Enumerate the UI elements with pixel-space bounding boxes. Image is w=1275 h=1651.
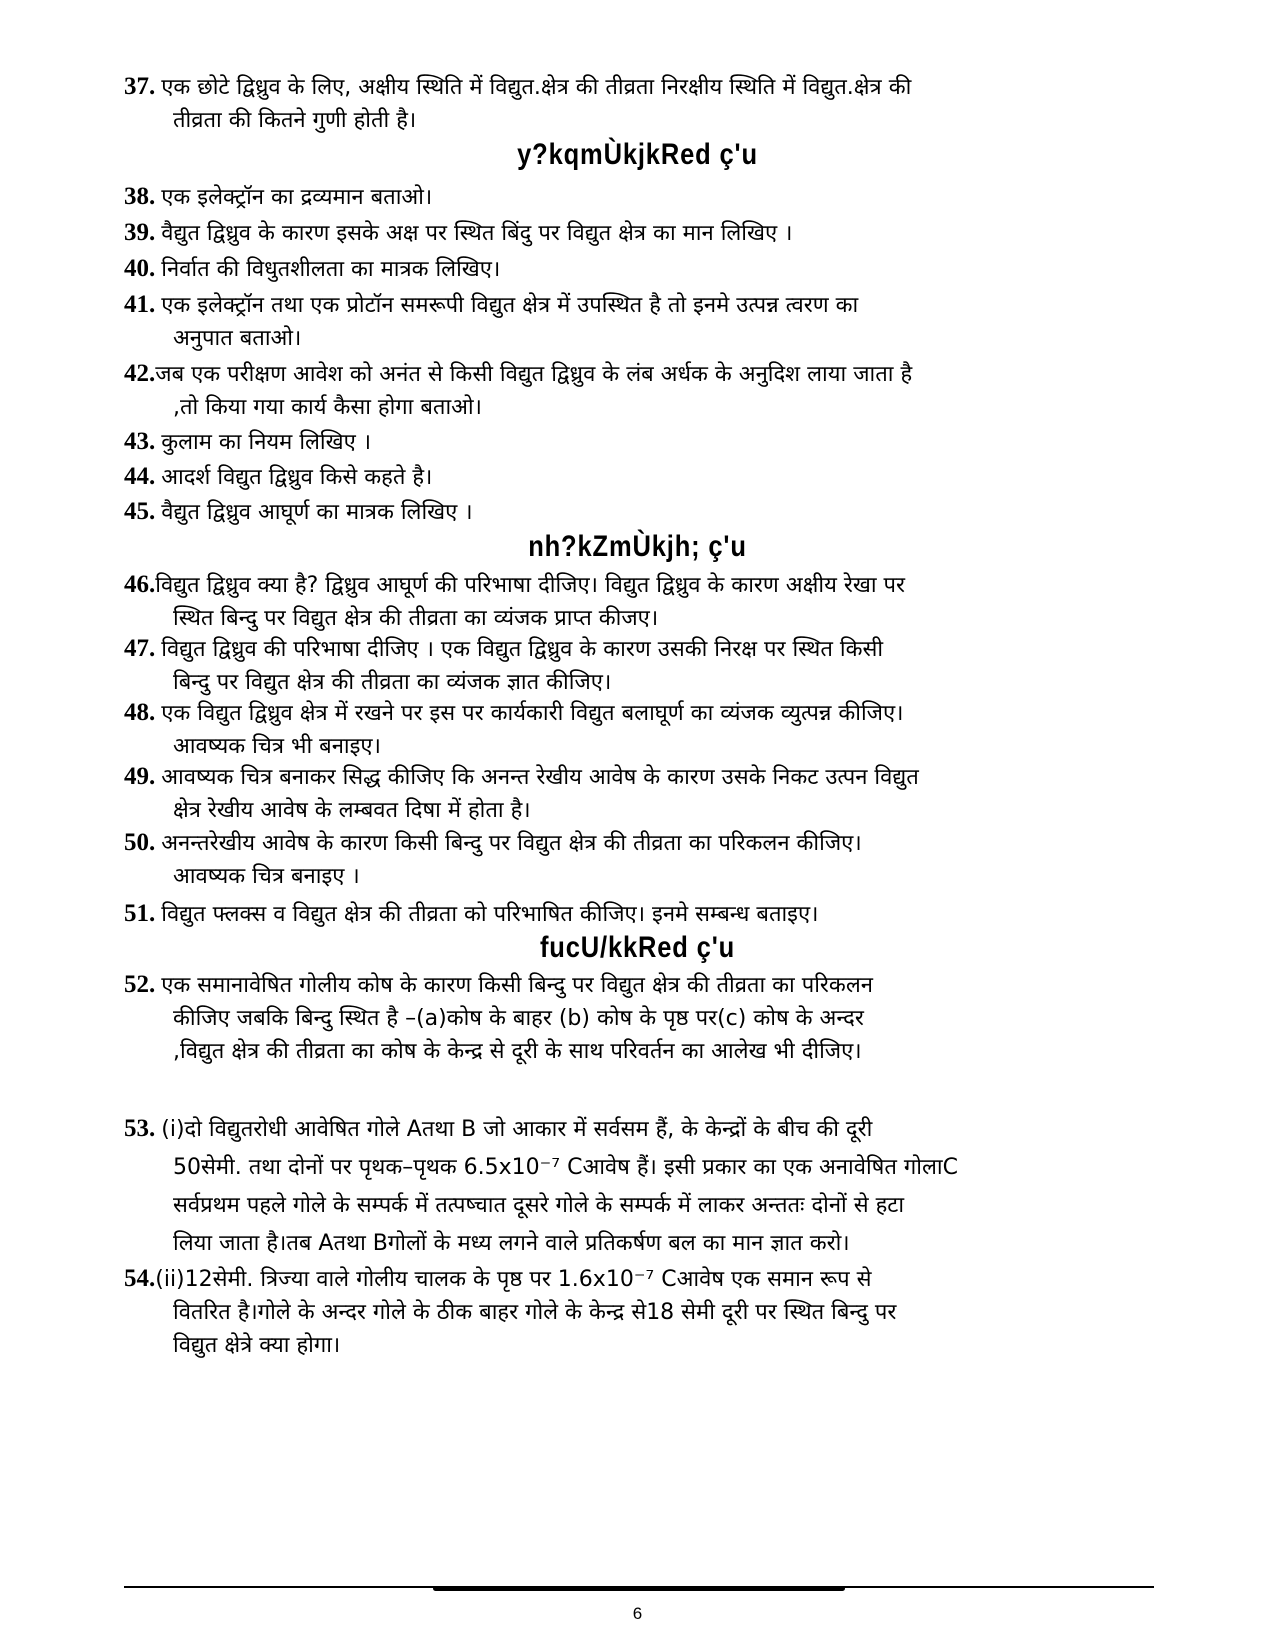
question-40: 40. निर्वात की विधुतशीलता का मात्रक लिखिए। [124, 255, 501, 282]
question-38: 38. एक इलेक्ट्रॉन का द्रव्यमान बताओ। [124, 183, 433, 210]
question-39: 39. वैद्युत द्विध्रुव के कारण इसके अक्ष पर स्थित बिंदु पर विद्युत क्षेत्र का मान लिखिए । [124, 219, 793, 246]
question-48: 48. एक विद्युत द्विध्रुव क्षेत्र में रखने पर इस पर कार्यकारी विद्युत बलाघूर्ण का व्यंजक व्युत्पन्न कीजिए। आवष्यक चित्र भी बनाइए। [124, 699, 904, 759]
section-heading-essay: fucU/kkRed ç'u [539, 931, 736, 964]
question-54: 54.(ii)12सेमी. त्रिज्या वाले गोलीय चालक के पृष्ठ पर 1.6x10⁻⁷ Cआवेष एक समान रूप से वितरित है।गोले के अन्दर गोले के ठीक बाहर गोले के केन्द्र से18 सेमी दूरी पर स्थित बिन्दु पर विद्युत क्षेत्रे क्या होगा। [124, 1265, 897, 1358]
question-42: 42.जब एक परीक्षण आवेश को अनंत से किसी विद्युत द्विध्रुव के लंब अर्धक के अनुदिश लाया जाता है ,तो किया गया कार्य कैसा होगा बताओ। [124, 360, 913, 420]
question-37: 37. एक छोटे द्विध्रुव के लिए, अक्षीय स्थिति में विद्युत.क्षेत्र की तीव्रता निरक्षीय स्थिति में विद्युत.क्षेत्र की तीव्रता की कितने गुणी होती है। [124, 73, 912, 133]
question-50: 50. अनन्तरेखीय आवेष के कारण किसी बिन्दु पर विद्युत क्षेत्र की तीव्रता का परिकलन कीजिए। आवष्यक चित्र बनाइए । [124, 829, 862, 889]
question-43: 43. कुलाम का नियम लिखिए । [124, 428, 372, 455]
question-44: 44. आदर्श विद्युत द्विध्रुव किसे कहते है। [124, 463, 433, 490]
page-number: 6 [632, 1604, 643, 1623]
footer-rule [124, 1586, 1154, 1591]
section-heading-short-answer: y?kqmÙkjkRed ç'u [517, 138, 758, 171]
question-52: 52. एक समानावेषित गोलीय कोष के कारण किसी बिन्दु पर विद्युत क्षेत्र की तीव्रता का परिकलन कीजिए जबकि बिन्दु स्थित है –(a)कोष के बाहर (b) कोष के पृष्ठ पर(c) कोष के अन्दर ,विद्युत क्षेत्र की तीव्रता का कोष के केन्द्र से दूरी के साथ परिवर्तन का आलेख भी दीजिए। [124, 971, 873, 1064]
question-45: 45. वैद्युत द्विध्रुव आघूर्ण का मात्रक लिखिए । [124, 498, 473, 525]
question-47: 47. विद्युत द्विध्रुव की परिभाषा दीजिए । एक विद्युत द्विध्रुव के कारण उसकी निरक्ष पर स्थित किसी बिन्दु पर विद्युत क्षेत्र की तीव्रता का व्यंजक ज्ञात कीजिए। [124, 635, 884, 695]
question-51: 51. विद्युत फ्लक्स व विद्युत क्षेत्र की तीव्रता को परिभाषित कीजिए। इनमे सम्बन्ध बताइए। [124, 900, 819, 927]
question-46: 46.विद्युत द्विध्रुव क्या है? द्विध्रुव आघूर्ण की परिभाषा दीजिए। विद्युत द्विध्रुव के कारण अक्षीय रेखा पर स्थित बिन्दु पर विद्युत क्षेत्र की तीव्रता का व्यंजक प्राप्त कीजए। [124, 571, 906, 631]
question-53: 53. (i)दो विद्युतरोधी आवेषित गोले Aतथा B जो आकार में सर्वसम हैं, के केन्द्रों के बीच की दूरी 50सेमी. तथा दोनों पर पृथक–पृथक 6.5x10⁻⁷ Cआवेष हैं। इसी प्रकार का एक अनावेषित गोलाC सर्वप्रथम पहले गोले के सम्पर्क में तत्पष्चात दूसरे गोले के सम्पर्क में लाकर अन्ततः दोनों से हटा लिया जाता है।तब Aतथा Bगोलों के मध्य लगने वाले प्रतिकर्षण बल का मान ज्ञात करो। [124, 1115, 958, 1256]
section-heading-long-answer: nh?kZmÙkjh; ç'u [528, 530, 747, 563]
question-41: 41. एक इलेक्ट्रॉन तथा एक प्रोटॉन समरूपी विद्युत क्षेत्र में उपस्थित है तो इनमे उत्पन्न त्वरण का अनुपात बताओ। [124, 291, 859, 351]
question-49: 49. आवष्यक चित्र बनाकर सिद्ध कीजिए कि अनन्त रेखीय आवेष के कारण उसके निकट उत्पन विद्युत क्षेत्र रेखीय आवेष के लम्बवत दिषा में होता है। [124, 763, 919, 823]
